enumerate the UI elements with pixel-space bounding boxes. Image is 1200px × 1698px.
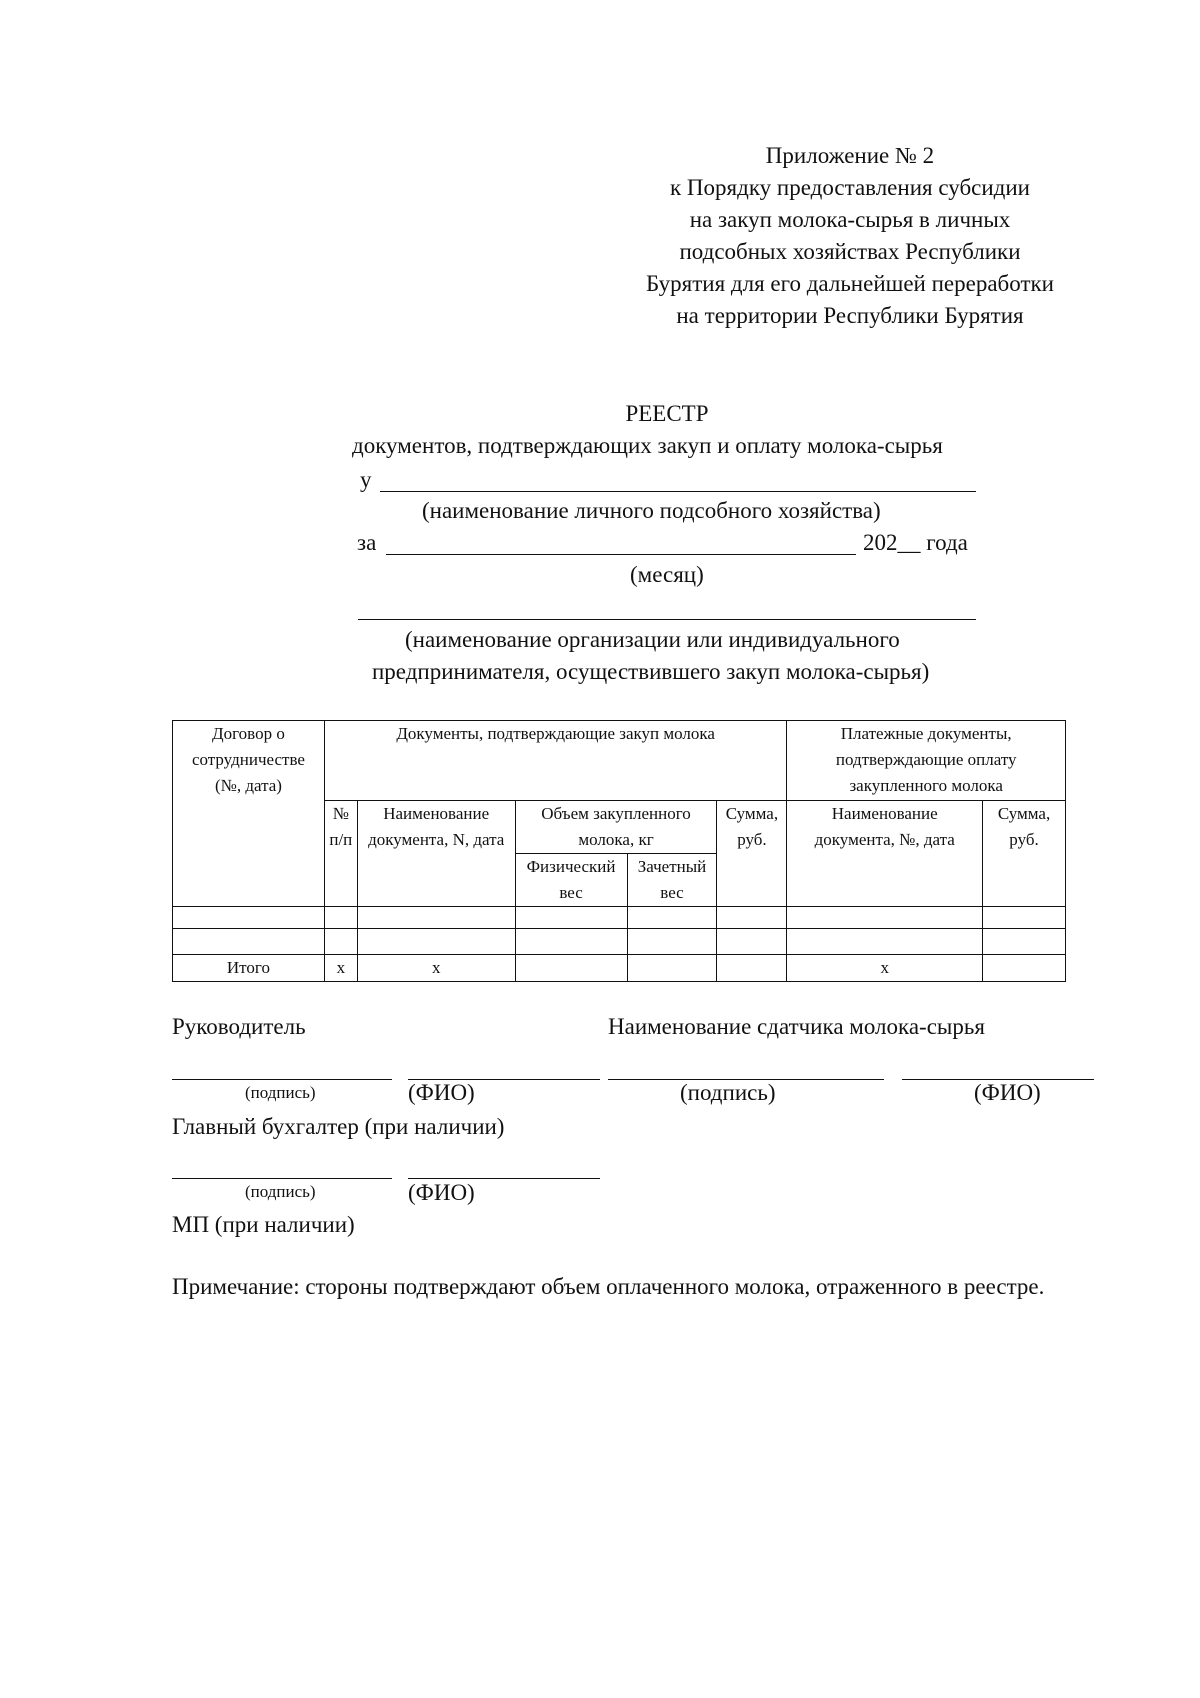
fio-caption: (ФИО): [408, 1080, 475, 1105]
table-cell[interactable]: [173, 907, 325, 929]
sum-header: Сумма, руб.: [717, 801, 787, 907]
table-cell[interactable]: [717, 955, 787, 982]
num-header: № п/п: [324, 801, 357, 907]
head-label: Руководитель: [172, 1014, 306, 1039]
table-cell[interactable]: [717, 929, 787, 955]
pay-sum-header: Сумма, руб.: [983, 801, 1066, 907]
table-row: [173, 929, 1066, 955]
fio-caption: (ФИО): [974, 1080, 1041, 1105]
appendix-line: Бурятия для его дальнейшей переработки: [646, 271, 1054, 296]
table-cell[interactable]: [983, 929, 1066, 955]
signature-caption: (подпись): [245, 1182, 316, 1201]
chief-accountant-label: Главный бухгалтер (при наличии): [172, 1114, 505, 1139]
table-cell[interactable]: [627, 955, 717, 982]
period-prefix: за: [357, 530, 377, 555]
appendix-line: на закуп молока-сырья в личных: [689, 207, 1011, 232]
supplier-label: Наименование сдатчика молока-сырья: [608, 1014, 985, 1039]
table-cell[interactable]: [173, 929, 325, 955]
purchase-docs-header: Документы, подтверждающие закуп молока: [324, 721, 787, 801]
year-label: 202__ года: [863, 530, 968, 555]
payment-docs-header: Платежные документы, подтверждающие оплату закупленного молока: [787, 721, 1066, 801]
supplier-fio-line[interactable]: [902, 1055, 1094, 1080]
accountant-fio-line[interactable]: [408, 1154, 600, 1179]
table-cell[interactable]: [515, 929, 627, 955]
total-pay-doc-mark: х: [787, 955, 983, 982]
appendix-line: к Порядку предоставления субсидии: [670, 175, 1030, 200]
table-cell[interactable]: [717, 907, 787, 929]
appendix-header: [620, 140, 1080, 332]
volume-header: Объем закупленного молока, кг: [515, 801, 717, 854]
table-cell[interactable]: [787, 929, 983, 955]
appendix-line: Приложение № 2: [765, 143, 935, 168]
table-cell[interactable]: [627, 907, 717, 929]
registry-table: [172, 720, 1066, 982]
farm-caption: (наименование личного подсобного хозяйства): [422, 498, 881, 523]
head-signature-line[interactable]: [172, 1055, 392, 1080]
organization-line[interactable]: [358, 594, 976, 620]
appendix-line: подсобных хозяйствах Республики: [679, 239, 1021, 264]
table-cell[interactable]: [324, 907, 357, 929]
accountant-signature-line[interactable]: [172, 1154, 392, 1179]
note: Примечание: стороны подтверждают объем оплаченного молока, отраженного в реестре.: [172, 1274, 1045, 1299]
table-cell[interactable]: [324, 929, 357, 955]
registry-title: РЕЕСТР: [625, 401, 709, 426]
table-cell[interactable]: [357, 929, 515, 955]
seal-label: МП (при наличии): [172, 1212, 355, 1237]
table-cell[interactable]: [983, 907, 1066, 929]
table-row: [173, 907, 1066, 929]
table-cell[interactable]: [515, 955, 627, 982]
supplier-signature-line[interactable]: [608, 1055, 884, 1080]
doc-name-header: Наименование документа, N, дата: [357, 801, 515, 907]
signature-caption: (подпись): [245, 1083, 316, 1102]
registry-subtitle: документов, подтверждающих закуп и оплату молока-сырья: [352, 433, 943, 458]
contract-header-cell: Договор о сотрудничестве (№, дата): [173, 721, 325, 907]
month-caption: (месяц): [630, 562, 704, 587]
total-doc-mark: х: [357, 955, 515, 982]
physical-weight-header: Физический вес: [515, 854, 627, 907]
org-caption: (наименование организации или индивидуального: [405, 627, 900, 652]
signature-caption: (подпись): [680, 1080, 776, 1105]
table-cell[interactable]: [787, 907, 983, 929]
head-fio-line[interactable]: [408, 1055, 600, 1080]
month-line[interactable]: [386, 529, 856, 555]
org-caption: предпринимателя, осуществившего закуп молока-сырья): [372, 659, 930, 684]
pay-doc-name-header: Наименование документа, №, дата: [787, 801, 983, 907]
table-cell[interactable]: [515, 907, 627, 929]
table-cell[interactable]: [357, 907, 515, 929]
credit-weight-header: Зачетный вес: [627, 854, 717, 907]
total-row: [173, 955, 1066, 982]
fio-caption: (ФИО): [408, 1180, 475, 1205]
total-label: Итого: [173, 955, 325, 982]
farm-name-line[interactable]: [380, 466, 976, 492]
table-cell[interactable]: [627, 929, 717, 955]
table-cell[interactable]: [983, 955, 1066, 982]
farm-prefix: у: [360, 467, 372, 492]
total-num-mark: х: [324, 955, 357, 982]
appendix-line: на территории Республики Бурятия: [676, 303, 1024, 328]
